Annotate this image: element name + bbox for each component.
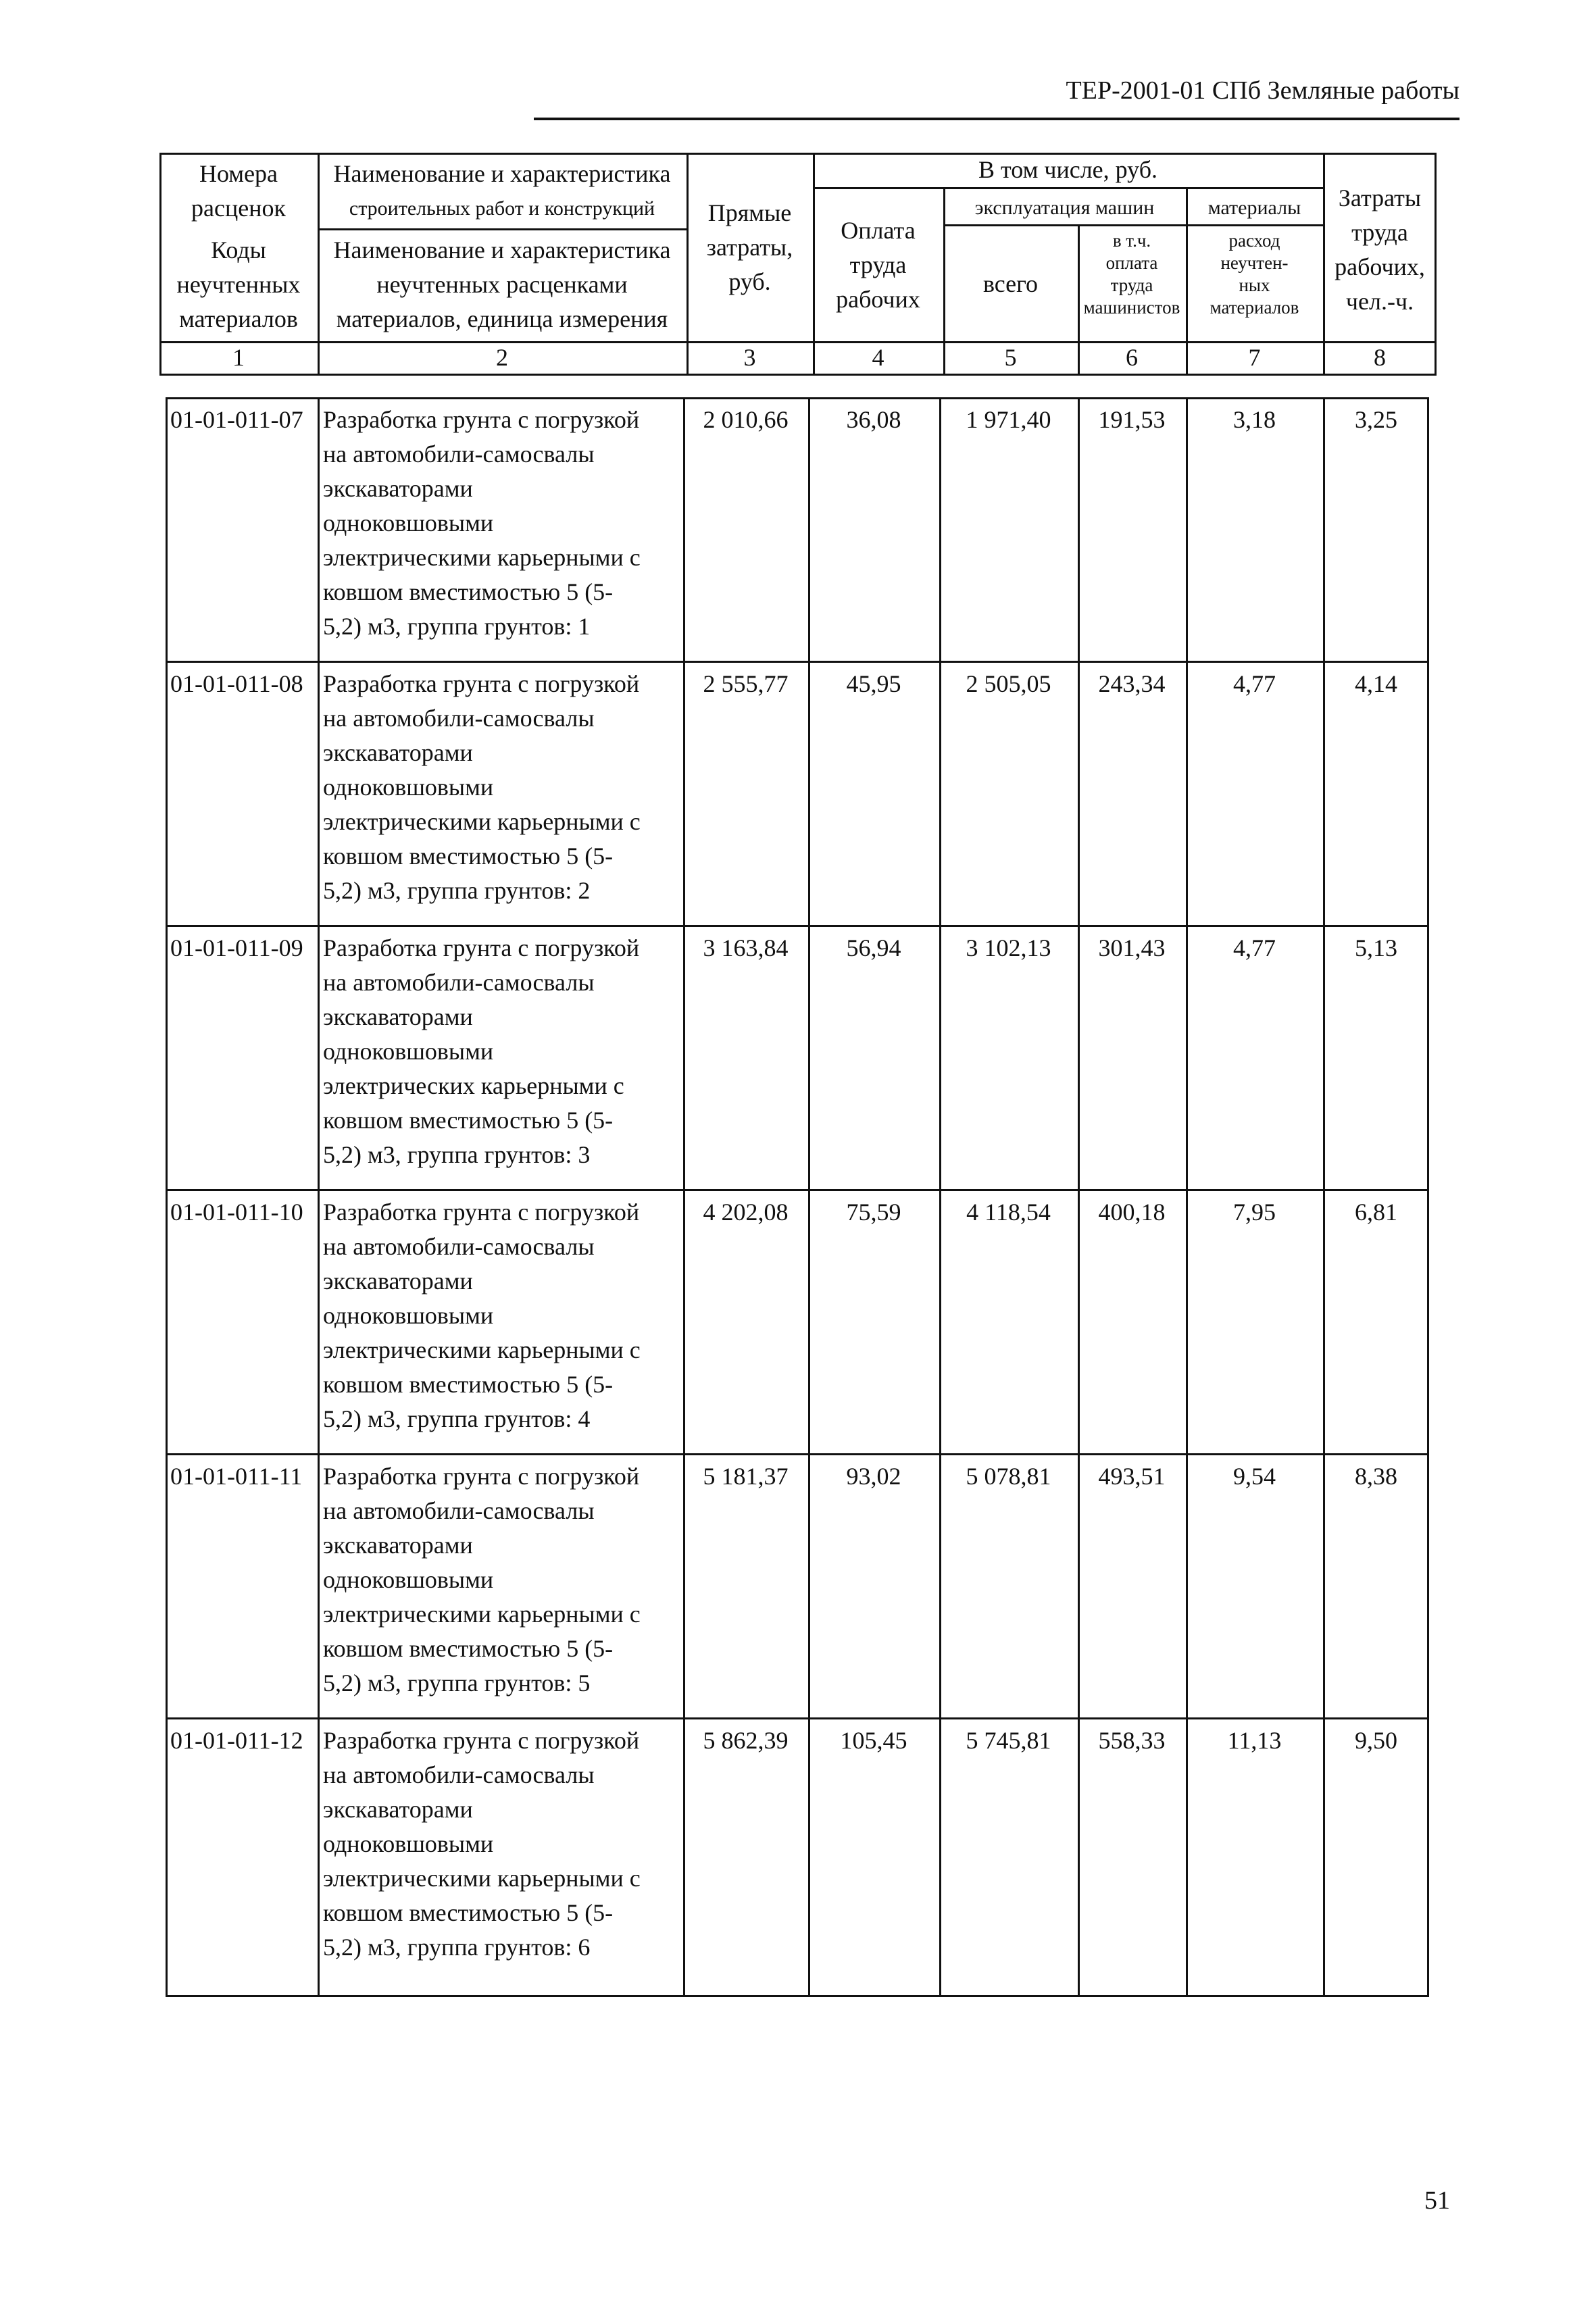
- rate-description-line: ковшом вместимостью 5 (5-: [323, 842, 614, 870]
- page-number: 51: [1424, 2186, 1450, 2215]
- rate-description-line: одноковшовыми: [323, 1038, 494, 1065]
- rate-description-line: Разработка грунта с погрузкой: [323, 934, 640, 961]
- rate-description-line: на автомобили-самосвалы: [323, 441, 595, 468]
- rate-description-line: одноковшовыми: [323, 509, 494, 536]
- rate-materials-value: 11,13: [1227, 1727, 1282, 1754]
- rate-description-line: на автомобили-самосвалы: [323, 705, 595, 732]
- rate-description-line: 5,2) м3, группа грунтов: 1: [323, 613, 591, 640]
- rate-description-line: электрическими карьерными с: [323, 544, 641, 571]
- rate-description-line: 5,2) м3, группа грунтов: 4: [323, 1405, 591, 1432]
- rate-direct-value: 5 181,37: [703, 1463, 789, 1490]
- rate-hours-value: 6,81: [1355, 1199, 1397, 1226]
- row-divider: [166, 1717, 1429, 1719]
- rate-drivers-value: 191,53: [1098, 406, 1166, 433]
- rate-description-line: на автомобили-самосвалы: [323, 969, 595, 996]
- rate-labor-value: 75,59: [846, 1199, 901, 1226]
- rate-hours-value: 5,13: [1355, 934, 1397, 961]
- rate-direct-value: 3 163,84: [703, 934, 789, 961]
- rate-drivers-value: 243,34: [1098, 670, 1166, 697]
- row-divider: [166, 1189, 1429, 1191]
- col-number-4: 4: [872, 344, 884, 371]
- rate-description-line: экскаваторами: [323, 1003, 473, 1030]
- rate-machines-value: 5 078,81: [966, 1463, 1051, 1490]
- rate-description-line: электрическими карьерными с: [323, 1601, 641, 1628]
- rate-code: 01-01-011-09: [170, 934, 303, 961]
- header-col2-bottom: Наименование и характеристика неучтенных расценками материалов, единица измерения: [333, 236, 671, 332]
- header-col4: Оплата труда рабочих: [836, 217, 920, 313]
- header-col1-bottom: Коды неучтенных материалов: [176, 236, 301, 332]
- rate-description-line: ковшом вместимостью 5 (5-: [323, 1635, 614, 1662]
- rate-description-line: Разработка грунта с погрузкой: [323, 406, 640, 433]
- rate-description-line: Разработка грунта с погрузкой: [323, 1727, 640, 1754]
- col-number-3: 3: [743, 344, 756, 371]
- rate-materials-value: 4,77: [1233, 934, 1276, 961]
- rate-description-line: одноковшовыми: [323, 1566, 494, 1593]
- rate-description-line: Разработка грунта с погрузкой: [323, 1199, 640, 1226]
- rate-direct-value: 5 862,39: [703, 1727, 789, 1754]
- rate-drivers-value: 301,43: [1098, 934, 1166, 961]
- rate-description-line: одноковшовыми: [323, 774, 494, 801]
- running-header-text: ТЕР-2001-01 СПб Земляные работы: [1066, 76, 1460, 105]
- rate-labor-value: 36,08: [846, 406, 901, 433]
- rate-labor-value: 45,95: [846, 670, 901, 697]
- rate-description-line: экскаваторами: [323, 1532, 473, 1559]
- rate-direct-value: 4 202,08: [703, 1199, 789, 1226]
- rate-drivers-value: 493,51: [1098, 1463, 1166, 1490]
- rate-machines-value: 3 102,13: [966, 934, 1051, 961]
- rate-description-line: электрическими карьерными с: [323, 1865, 641, 1892]
- rate-code: 01-01-011-11: [170, 1463, 303, 1490]
- col-number-8: 8: [1374, 344, 1386, 371]
- rate-description-line: 5,2) м3, группа грунтов: 6: [323, 1934, 591, 1961]
- col-number-6: 6: [1126, 344, 1138, 371]
- rate-description-line: 5,2) м3, группа грунтов: 2: [323, 877, 591, 904]
- rate-description-line: электрическими карьерными с: [323, 808, 641, 835]
- rate-description-line: экскаваторами: [323, 475, 473, 502]
- rate-description-line: одноковшовыми: [323, 1302, 494, 1329]
- header-col8: Затраты труда рабочих, чел.-ч.: [1335, 184, 1425, 315]
- rate-description-line: 5,2) м3, группа грунтов: 3: [323, 1141, 591, 1168]
- col-number-2: 2: [496, 344, 508, 371]
- rate-code: 01-01-011-08: [170, 670, 303, 697]
- rate-drivers-value: 400,18: [1098, 1199, 1166, 1226]
- rate-labor-value: 105,45: [840, 1727, 907, 1754]
- rate-materials-value: 9,54: [1233, 1463, 1276, 1490]
- header-col1-top: Номера расценок: [191, 160, 286, 222]
- rate-description-line: Разработка грунта с погрузкой: [323, 1463, 640, 1490]
- rate-materials-value: 4,77: [1233, 670, 1276, 697]
- rate-description-line: электрических карьерными с: [323, 1072, 624, 1099]
- running-header: [534, 73, 1460, 120]
- rate-machines-value: 1 971,40: [966, 406, 1051, 433]
- rate-labor-value: 93,02: [846, 1463, 901, 1490]
- rate-description-line: ковшом вместимостью 5 (5-: [323, 1371, 614, 1398]
- rate-description-line: на автомобили-самосвалы: [323, 1497, 595, 1524]
- header-col6: в т.ч. оплата труда машинистов: [1083, 230, 1180, 318]
- rate-machines-value: 2 505,05: [966, 670, 1051, 697]
- row-divider: [166, 1453, 1429, 1455]
- rate-description-line: ковшом вместимостью 5 (5-: [323, 1899, 614, 1926]
- rate-hours-value: 8,38: [1355, 1463, 1397, 1490]
- rate-description-line: Разработка грунта с погрузкой: [323, 670, 640, 697]
- rate-description-line: экскаваторами: [323, 1796, 473, 1823]
- col-number-7: 7: [1248, 344, 1261, 371]
- rate-machines-value: 5 745,81: [966, 1727, 1051, 1754]
- rate-code: 01-01-011-12: [170, 1727, 303, 1754]
- header-col2-top: Наименование и характеристика строительных работ и конструкций: [333, 160, 671, 220]
- rate-description-line: экскаваторами: [323, 1267, 473, 1294]
- col-number-1: 1: [232, 344, 245, 371]
- header-col3: Прямые затраты, руб.: [706, 199, 793, 295]
- rate-description-line: одноковшовыми: [323, 1830, 494, 1857]
- rate-description-line: ковшом вместимостью 5 (5-: [323, 1107, 614, 1134]
- row-divider: [166, 661, 1429, 663]
- rate-machines-value: 4 118,54: [966, 1199, 1051, 1226]
- rate-description-line: электрическими карьерными с: [323, 1336, 641, 1363]
- row-divider: [166, 925, 1429, 927]
- rate-hours-value: 9,50: [1355, 1727, 1397, 1754]
- rate-labor-value: 56,94: [846, 934, 901, 961]
- rate-description-line: экскаваторами: [323, 739, 473, 766]
- header-col5: всего: [982, 270, 1039, 297]
- rate-materials-value: 3,18: [1233, 406, 1276, 433]
- rate-code: 01-01-011-10: [170, 1199, 303, 1226]
- rate-hours-value: 4,14: [1355, 670, 1397, 697]
- rate-description-line: 5,2) м3, группа грунтов: 5: [323, 1669, 591, 1696]
- rate-code: 01-01-011-07: [170, 406, 303, 433]
- rate-direct-value: 2 010,66: [703, 406, 789, 433]
- rate-direct-value: 2 555,77: [703, 670, 789, 697]
- header-machines: эксплуатация машин: [974, 197, 1155, 219]
- rate-materials-value: 7,95: [1233, 1199, 1276, 1226]
- header-materials: материалы: [1207, 197, 1301, 219]
- col-number-5: 5: [1004, 344, 1017, 371]
- rate-description-line: ковшом вместимостью 5 (5-: [323, 578, 614, 605]
- rate-drivers-value: 558,33: [1098, 1727, 1166, 1754]
- rate-hours-value: 3,25: [1355, 406, 1397, 433]
- header-col7: расход неучтен- ных материалов: [1210, 230, 1299, 318]
- rate-description-line: на автомобили-самосвалы: [323, 1761, 595, 1788]
- rate-description-line: на автомобили-самосвалы: [323, 1233, 595, 1260]
- header-group: В том числе, руб.: [978, 156, 1158, 183]
